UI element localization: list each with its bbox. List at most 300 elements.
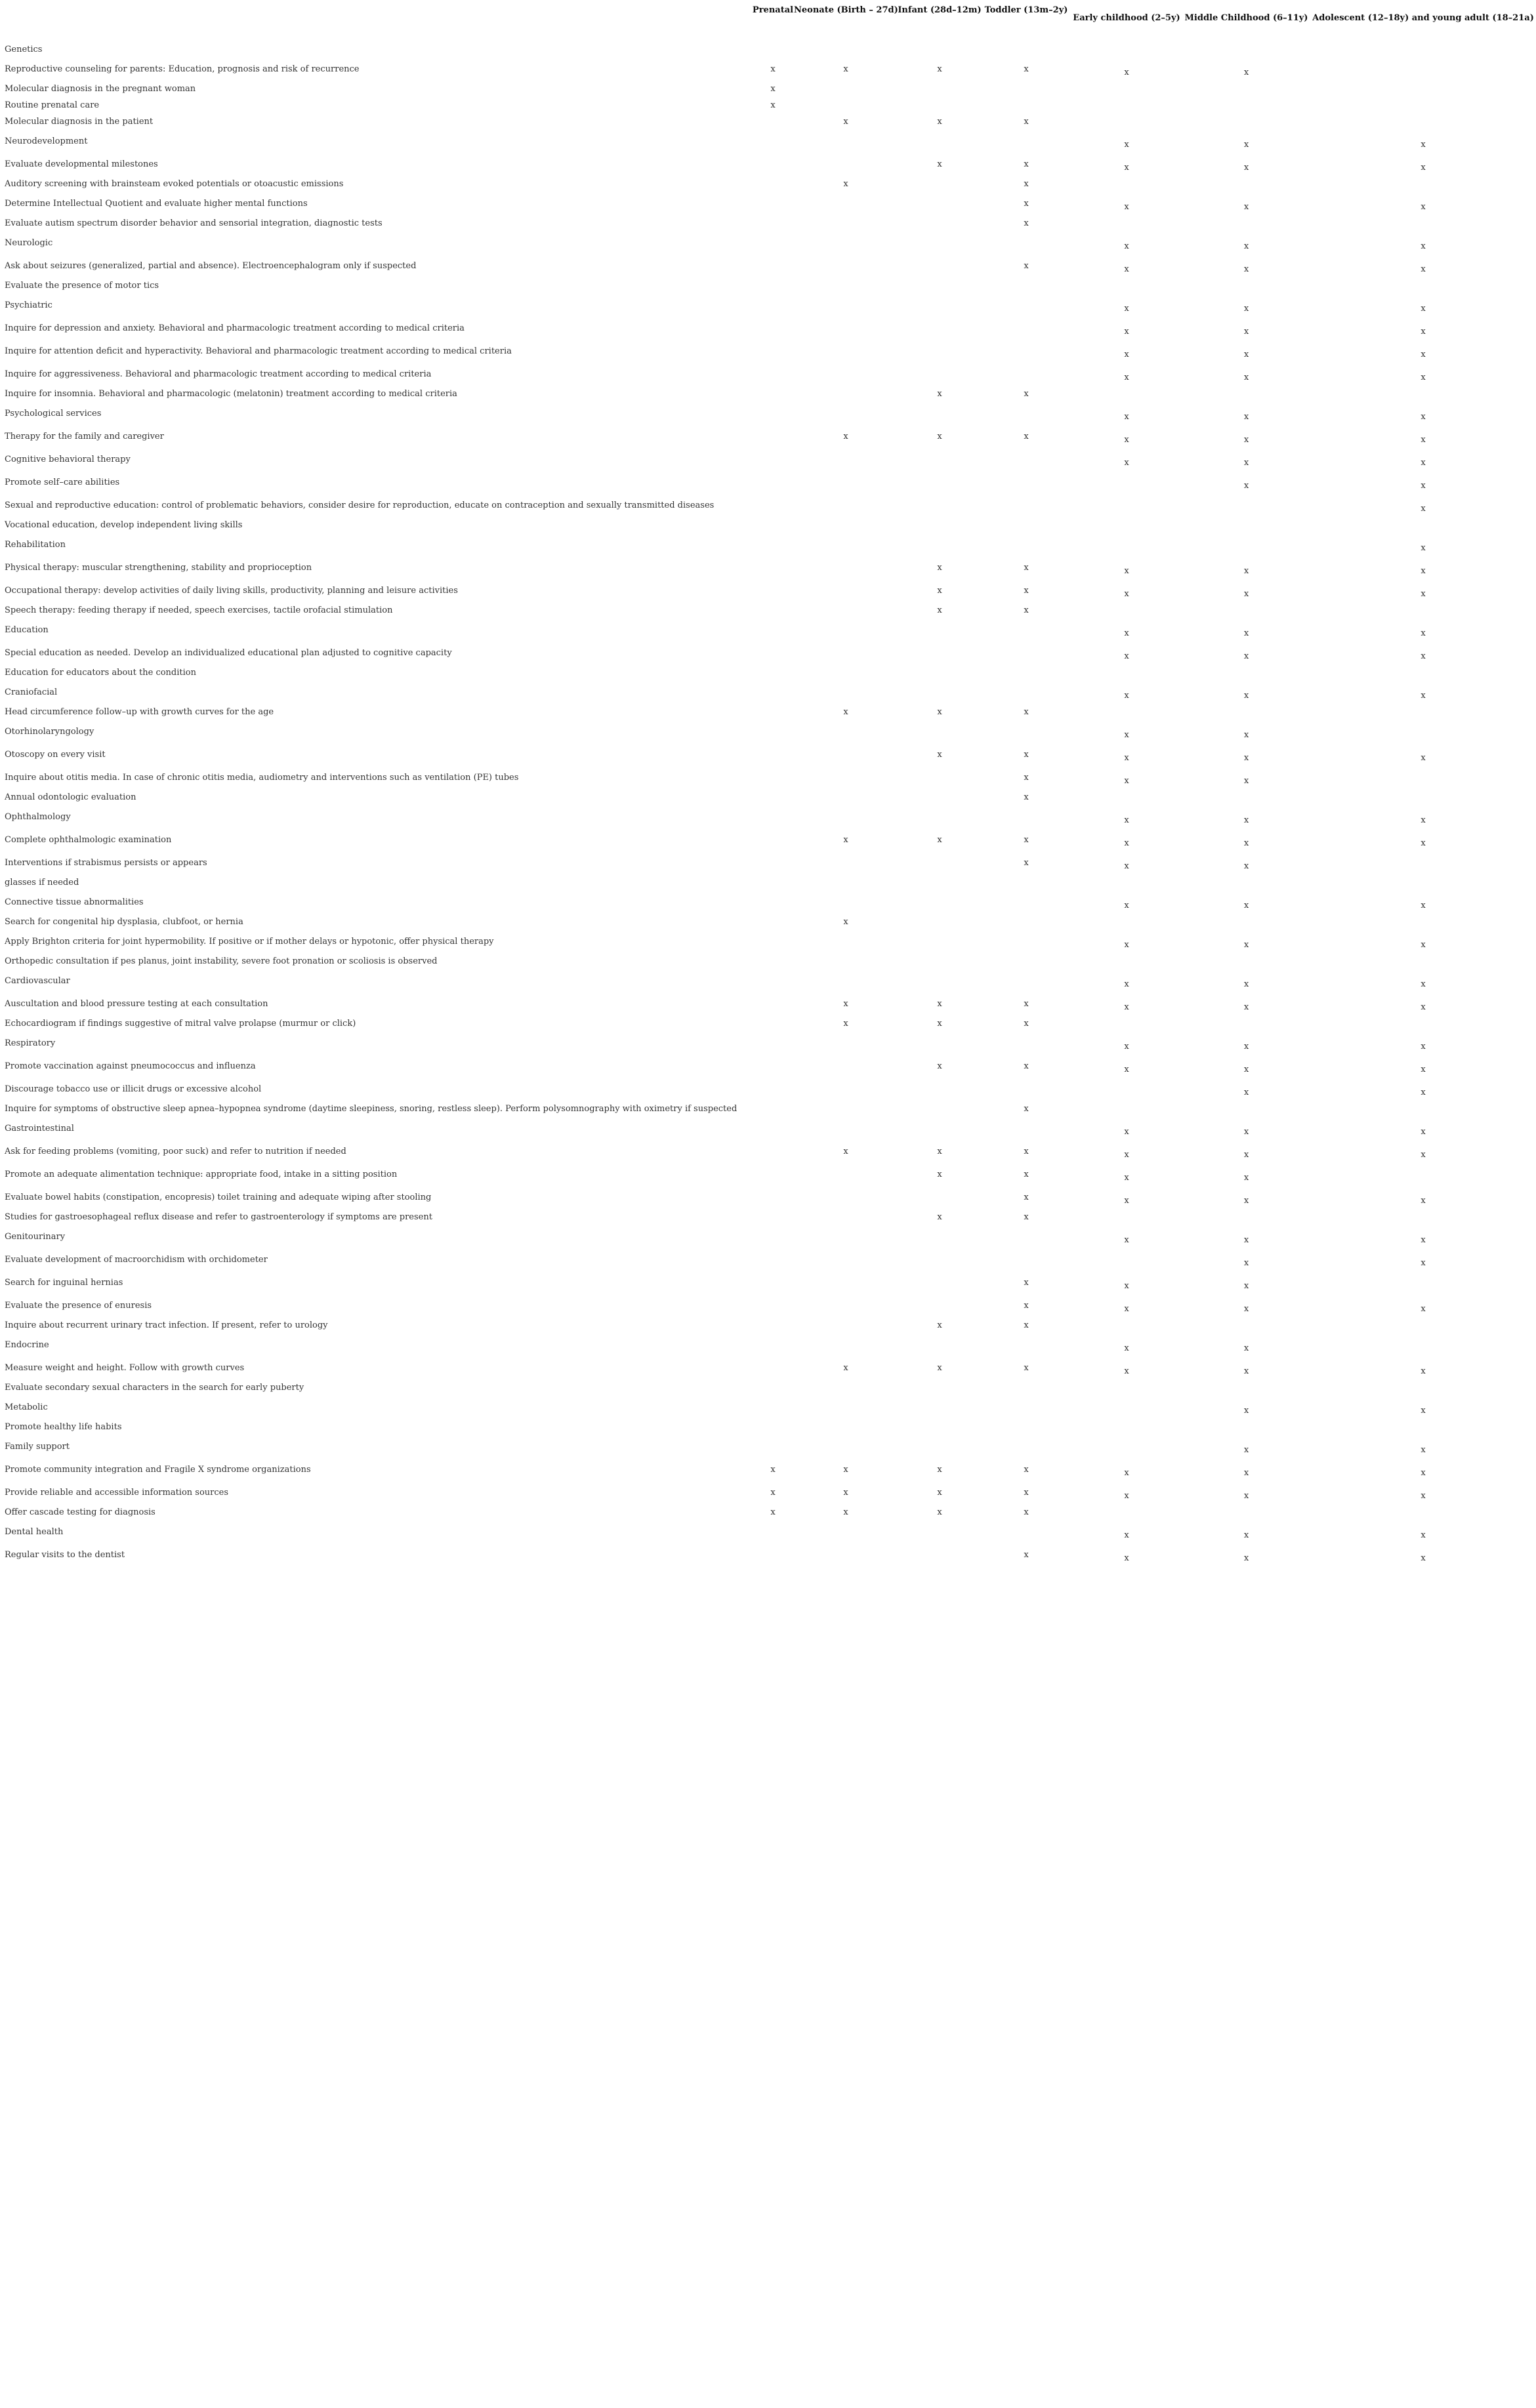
section-heading: Education <box>5 625 49 635</box>
cell-infant <box>898 131 982 153</box>
table-row <box>0 1249 1536 1272</box>
cell-prenatal <box>752 1482 794 1505</box>
cell-neonate <box>794 806 898 829</box>
cell-toddler <box>982 534 1071 557</box>
cell-toddler <box>982 131 1071 153</box>
cell-neonate <box>794 232 898 255</box>
cell-infant <box>898 1141 982 1164</box>
check-mark: x <box>1421 566 1426 576</box>
cell-toddler <box>982 721 1071 744</box>
cell-infant <box>898 495 982 518</box>
cell-prenatal <box>752 1505 794 1521</box>
cell-adolescent-young-adult <box>1310 806 1536 829</box>
check-mark: x <box>1421 691 1426 701</box>
cell-prenatal <box>752 1078 794 1101</box>
check-mark: x <box>1124 304 1129 314</box>
check-mark: x <box>1421 815 1426 825</box>
cell-adolescent-young-adult <box>1310 619 1536 642</box>
cell-adolescent-young-adult <box>1310 216 1536 232</box>
check-mark: x <box>1124 202 1129 212</box>
check-mark: x <box>937 389 942 399</box>
cell-infant <box>898 914 982 931</box>
cell-neonate <box>794 193 898 216</box>
check-mark: x <box>1421 1258 1426 1268</box>
cell-infant <box>898 557 982 580</box>
cell-prenatal <box>752 914 794 931</box>
check-mark: x <box>1243 435 1249 445</box>
check-mark: x <box>1124 1065 1129 1074</box>
recommendation-label: Complete ophthalmologic examination <box>5 835 172 845</box>
cell-early-childhood <box>1071 1318 1182 1334</box>
cell-early-childhood <box>1071 1419 1182 1436</box>
table-row <box>0 58 1536 81</box>
check-mark: x <box>1421 140 1426 150</box>
cell-neonate <box>794 642 898 665</box>
recommendation-label: Regular visits to the dentist <box>5 1550 125 1560</box>
cell-adolescent-young-adult <box>1310 1505 1536 1521</box>
section-heading-row <box>0 534 1536 557</box>
cell-adolescent-young-adult <box>1310 1016 1536 1032</box>
cell-neonate <box>794 1164 898 1187</box>
cell-infant <box>898 403 982 426</box>
check-mark: x <box>843 1488 848 1498</box>
cell-early-childhood <box>1071 495 1182 518</box>
check-mark: x <box>1243 1258 1249 1268</box>
cell-infant <box>898 81 982 98</box>
table-row <box>0 993 1536 1016</box>
cell-neonate <box>794 557 898 580</box>
check-mark: x <box>1243 202 1249 212</box>
cell-early-childhood <box>1071 153 1182 176</box>
cell-toddler <box>982 704 1071 721</box>
check-mark: x <box>1124 1127 1129 1137</box>
cell-neonate <box>794 1032 898 1055</box>
cell-infant <box>898 852 982 875</box>
cell-middle-childhood <box>1182 42 1310 58</box>
cell-early-childhood <box>1071 682 1182 704</box>
cell-middle-childhood <box>1182 114 1310 131</box>
cell-toddler <box>982 153 1071 176</box>
cell-middle-childhood <box>1182 176 1310 193</box>
cell-prenatal <box>752 767 794 790</box>
cell-adolescent-young-adult <box>1310 931 1536 954</box>
check-mark: x <box>1124 241 1129 251</box>
check-mark: x <box>1243 628 1249 638</box>
cell-prenatal <box>752 875 794 891</box>
check-mark: x <box>1243 651 1249 661</box>
check-mark: x <box>1243 1173 1249 1183</box>
table-row <box>0 1318 1536 1334</box>
cell-neonate <box>794 682 898 704</box>
cell-neonate <box>794 1505 898 1521</box>
check-mark: x <box>1421 1042 1426 1051</box>
check-mark: x <box>1124 776 1129 786</box>
cell-prenatal <box>752 317 794 340</box>
cell-adolescent-young-adult <box>1310 176 1536 193</box>
cell-prenatal <box>752 153 794 176</box>
check-mark: x <box>1024 792 1029 802</box>
cell-middle-childhood <box>1182 1295 1310 1318</box>
cell-infant <box>898 1521 982 1544</box>
cell-toddler <box>982 1419 1071 1436</box>
recommendation-label: Interventions if strabismus persists or appears <box>5 858 207 868</box>
check-mark: x <box>770 1507 776 1517</box>
cell-adolescent-young-adult <box>1310 255 1536 278</box>
cell-neonate <box>794 1397 898 1419</box>
cell-prenatal <box>752 1141 794 1164</box>
cell-toddler <box>982 1482 1071 1505</box>
cell-prenatal <box>752 1419 794 1436</box>
check-mark: x <box>1124 1553 1129 1563</box>
cell-neonate <box>794 518 898 534</box>
recommendation-label: Apply Brighton criteria for joint hypermobility. If positive or if mother delays or hypotonic, offer physical therapy <box>5 937 494 947</box>
cell-adolescent-young-adult <box>1310 472 1536 495</box>
check-mark: x <box>1421 1304 1426 1314</box>
cell-neonate <box>794 1521 898 1544</box>
cell-adolescent-young-adult <box>1310 642 1536 665</box>
cell-toddler <box>982 232 1071 255</box>
section-heading-row <box>0 682 1536 704</box>
cell-early-childhood <box>1071 1210 1182 1226</box>
check-mark: x <box>937 64 942 74</box>
cell-adolescent-young-adult <box>1310 114 1536 131</box>
cell-infant <box>898 642 982 665</box>
cell-prenatal <box>752 642 794 665</box>
cell-prenatal <box>752 852 794 875</box>
check-mark: x <box>1124 412 1129 422</box>
recommendation-label: Promote an adequate alimentation technique: appropriate food, intake in a sitting position <box>5 1170 398 1179</box>
cell-infant <box>898 1210 982 1226</box>
check-mark: x <box>1421 504 1426 514</box>
check-mark: x <box>1024 1019 1029 1029</box>
cell-early-childhood <box>1071 1032 1182 1055</box>
cell-toddler <box>982 472 1071 495</box>
cell-infant <box>898 1544 982 1567</box>
cell-toddler <box>982 386 1071 403</box>
recommendation-label: Evaluate development of macroorchidism with orchidometer <box>5 1255 268 1265</box>
cell-toddler <box>982 426 1071 449</box>
section-heading-row <box>0 1226 1536 1249</box>
cell-early-childhood <box>1071 1164 1182 1187</box>
cell-neonate <box>794 1544 898 1567</box>
check-mark: x <box>1421 1088 1426 1097</box>
cell-adolescent-young-adult <box>1310 1397 1536 1419</box>
check-mark: x <box>1024 261 1029 271</box>
cell-prenatal <box>752 1436 794 1459</box>
cell-middle-childhood <box>1182 1032 1310 1055</box>
cell-neonate <box>794 340 898 363</box>
recommendation-label: Ask about seizures (generalized, partial and absence). Electroencephalogram only if suspected <box>5 261 417 271</box>
check-mark: x <box>843 707 848 717</box>
cell-adolescent-young-adult <box>1310 131 1536 153</box>
check-mark: x <box>937 1507 942 1517</box>
cell-infant <box>898 386 982 403</box>
header-prenatal: Prenatal <box>752 5 794 15</box>
cell-neonate <box>794 58 898 81</box>
cell-prenatal <box>752 98 794 114</box>
check-mark: x <box>1024 218 1029 228</box>
cell-middle-childhood <box>1182 744 1310 767</box>
cell-middle-childhood <box>1182 829 1310 852</box>
cell-infant <box>898 1459 982 1482</box>
cell-middle-childhood <box>1182 875 1310 891</box>
recommendation-label: Orthopedic consultation if pes planus, joint instability, severe foot pronation or scoliosis is observed <box>5 956 438 966</box>
cell-toddler <box>982 216 1071 232</box>
cell-adolescent-young-adult <box>1310 1419 1536 1436</box>
section-heading: Psychiatric <box>5 300 52 310</box>
cell-prenatal <box>752 1544 794 1567</box>
cell-middle-childhood <box>1182 1078 1310 1101</box>
recommendation-label: Otoscopy on every visit <box>5 750 106 760</box>
check-mark: x <box>1243 1445 1249 1455</box>
recommendation-label: Discourage tobacco use or illicit drugs or excessive alcohol <box>5 1084 262 1094</box>
cell-adolescent-young-adult <box>1310 386 1536 403</box>
table-row <box>0 931 1536 954</box>
cell-early-childhood <box>1071 806 1182 829</box>
cell-prenatal <box>752 295 794 317</box>
check-mark: x <box>1124 815 1129 825</box>
cell-adolescent-young-adult <box>1310 81 1536 98</box>
check-mark: x <box>937 1019 942 1029</box>
cell-infant <box>898 875 982 891</box>
cell-adolescent-young-adult <box>1310 1272 1536 1295</box>
check-mark: x <box>770 100 776 110</box>
cell-toddler <box>982 1118 1071 1141</box>
cell-early-childhood <box>1071 1101 1182 1118</box>
table-row <box>0 317 1536 340</box>
cell-middle-childhood <box>1182 472 1310 495</box>
cell-toddler <box>982 1032 1071 1055</box>
cell-infant <box>898 829 982 852</box>
recommendation-label: Promote vaccination against pneumococcus and influenza <box>5 1061 256 1071</box>
table-row <box>0 81 1536 98</box>
cell-neonate <box>794 1419 898 1436</box>
cell-toddler <box>982 1101 1071 1118</box>
cell-neonate <box>794 1101 898 1118</box>
check-mark: x <box>1024 1550 1029 1560</box>
cell-middle-childhood <box>1182 1318 1310 1334</box>
check-mark: x <box>1243 304 1249 314</box>
cell-neonate <box>794 767 898 790</box>
cell-infant <box>898 704 982 721</box>
table-row <box>0 426 1536 449</box>
table-row <box>0 642 1536 665</box>
section-heading-row <box>0 1397 1536 1419</box>
check-mark: x <box>1124 140 1129 150</box>
recommendation-label: Occupational therapy: develop activities of daily living skills, productivity, planning and leisure activities <box>5 586 458 596</box>
cell-neonate <box>794 954 898 970</box>
cell-infant <box>898 317 982 340</box>
cell-infant <box>898 1380 982 1397</box>
check-mark: x <box>843 1465 848 1475</box>
cell-infant <box>898 114 982 131</box>
cell-toddler <box>982 1380 1071 1397</box>
cell-prenatal <box>752 970 794 993</box>
cell-middle-childhood <box>1182 98 1310 114</box>
check-mark: x <box>1024 563 1029 573</box>
cell-adolescent-young-adult <box>1310 426 1536 449</box>
cell-infant <box>898 1272 982 1295</box>
cell-infant <box>898 1295 982 1318</box>
cell-early-childhood <box>1071 744 1182 767</box>
cell-adolescent-young-adult <box>1310 914 1536 931</box>
cell-toddler <box>982 852 1071 875</box>
cell-adolescent-young-adult <box>1310 1226 1536 1249</box>
cell-prenatal <box>752 1334 794 1357</box>
cell-neonate <box>794 1016 898 1032</box>
cell-infant <box>898 1419 982 1436</box>
section-heading-row <box>0 1436 1536 1459</box>
recommendation-label: Measure weight and height. Follow with growth curves <box>5 1363 245 1373</box>
cell-infant <box>898 993 982 1016</box>
cell-toddler <box>982 1436 1071 1459</box>
cell-neonate <box>794 1318 898 1334</box>
header-middle-childhood: Middle Childhood (6–11y) <box>1184 13 1308 23</box>
cell-middle-childhood <box>1182 1141 1310 1164</box>
table-row <box>0 1210 1536 1226</box>
cell-adolescent-young-adult <box>1310 1482 1536 1505</box>
check-mark: x <box>1421 1196 1426 1206</box>
cell-early-childhood <box>1071 1226 1182 1249</box>
check-mark: x <box>1024 707 1029 717</box>
cell-early-childhood <box>1071 278 1182 295</box>
cell-adolescent-young-adult <box>1310 518 1536 534</box>
cell-neonate <box>794 278 898 295</box>
cell-neonate <box>794 176 898 193</box>
cell-neonate <box>794 1482 898 1505</box>
cell-prenatal <box>752 1397 794 1419</box>
cell-middle-childhood <box>1182 954 1310 970</box>
recommendation-label: Inquire about otitis media. In case of chronic otitis media, audiometry and interventions such as ventilation (PE) tubes <box>5 773 519 783</box>
cell-adolescent-young-adult <box>1310 42 1536 58</box>
cell-neonate <box>794 131 898 153</box>
check-mark: x <box>1421 412 1426 422</box>
cell-early-childhood <box>1071 98 1182 114</box>
check-mark: x <box>1421 1445 1426 1455</box>
cell-prenatal <box>752 1318 794 1334</box>
cell-neonate <box>794 1436 898 1459</box>
cell-early-childhood <box>1071 1397 1182 1419</box>
check-mark: x <box>1024 432 1029 441</box>
check-mark: x <box>1243 1343 1249 1353</box>
cell-early-childhood <box>1071 1482 1182 1505</box>
cell-toddler <box>982 557 1071 580</box>
cell-neonate <box>794 472 898 495</box>
cell-early-childhood <box>1071 931 1182 954</box>
recommendation-label: Speech therapy: feeding therapy if needed, speech exercises, tactile orofacial stimulation <box>5 605 393 615</box>
cell-toddler <box>982 98 1071 114</box>
table-row <box>0 386 1536 403</box>
cell-infant <box>898 1055 982 1078</box>
cell-neonate <box>794 744 898 767</box>
recommendation-label: Auditory screening with brainsteam evoked potentials or otoacustic emissions <box>5 179 344 189</box>
cell-toddler <box>982 1141 1071 1164</box>
cell-prenatal <box>752 534 794 557</box>
cell-adolescent-young-adult <box>1310 1101 1536 1118</box>
cell-middle-childhood <box>1182 81 1310 98</box>
check-mark: x <box>1421 264 1426 274</box>
check-mark: x <box>1243 373 1249 382</box>
cell-neonate <box>794 1078 898 1101</box>
cell-neonate <box>794 665 898 682</box>
cell-prenatal <box>752 891 794 914</box>
recommendation-label: Promote healthy life habits <box>5 1422 122 1432</box>
cell-infant <box>898 721 982 744</box>
cell-infant <box>898 1482 982 1505</box>
check-mark: x <box>1124 1150 1129 1160</box>
table-row <box>0 954 1536 970</box>
cell-middle-childhood <box>1182 1459 1310 1482</box>
cell-early-childhood <box>1071 891 1182 914</box>
check-mark: x <box>1124 327 1129 337</box>
cell-prenatal <box>752 81 794 98</box>
recommendation-label: Offer cascade testing for diagnosis <box>5 1507 156 1517</box>
table-row <box>0 193 1536 216</box>
check-mark: x <box>1124 1491 1129 1501</box>
cell-adolescent-young-adult <box>1310 665 1536 682</box>
cell-adolescent-young-adult <box>1310 767 1536 790</box>
recommendation-label: Promote community integration and Fragile X syndrome organizations <box>5 1465 311 1475</box>
check-mark: x <box>1243 1553 1249 1563</box>
cell-middle-childhood <box>1182 682 1310 704</box>
cell-neonate <box>794 295 898 317</box>
section-heading-row <box>0 295 1536 317</box>
cell-infant <box>898 255 982 278</box>
section-heading: Craniofacial <box>5 687 58 697</box>
cell-middle-childhood <box>1182 216 1310 232</box>
cell-prenatal <box>752 704 794 721</box>
table-row <box>0 153 1536 176</box>
check-mark: x <box>1421 304 1426 314</box>
cell-middle-childhood <box>1182 426 1310 449</box>
cell-prenatal <box>752 665 794 682</box>
cell-adolescent-young-adult <box>1310 1436 1536 1459</box>
cell-infant <box>898 216 982 232</box>
header-row <box>0 0 1536 42</box>
cell-early-childhood <box>1071 295 1182 317</box>
section-heading-row <box>0 232 1536 255</box>
cell-early-childhood <box>1071 790 1182 806</box>
check-mark: x <box>1243 815 1249 825</box>
check-mark: x <box>1024 1301 1029 1311</box>
cell-prenatal <box>752 1118 794 1141</box>
cell-prenatal <box>752 1380 794 1397</box>
cell-infant <box>898 98 982 114</box>
cell-adolescent-young-adult <box>1310 1334 1536 1357</box>
cell-middle-childhood <box>1182 891 1310 914</box>
cell-middle-childhood <box>1182 704 1310 721</box>
check-mark: x <box>1024 1278 1029 1288</box>
cell-adolescent-young-adult <box>1310 704 1536 721</box>
cell-toddler <box>982 1016 1071 1032</box>
check-mark: x <box>1024 1061 1029 1071</box>
table-row <box>0 1078 1536 1101</box>
cell-early-childhood <box>1071 829 1182 852</box>
cell-early-childhood <box>1071 1187 1182 1210</box>
table-row <box>0 98 1536 114</box>
cell-adolescent-young-adult <box>1310 1459 1536 1482</box>
cell-middle-childhood <box>1182 1016 1310 1032</box>
table-row <box>0 1419 1536 1436</box>
table-row <box>0 518 1536 534</box>
cell-early-childhood <box>1071 767 1182 790</box>
cell-early-childhood <box>1071 875 1182 891</box>
check-mark: x <box>1421 1366 1426 1376</box>
cell-infant <box>898 278 982 295</box>
cell-infant <box>898 1164 982 1187</box>
cell-infant <box>898 176 982 193</box>
check-mark: x <box>1421 435 1426 445</box>
